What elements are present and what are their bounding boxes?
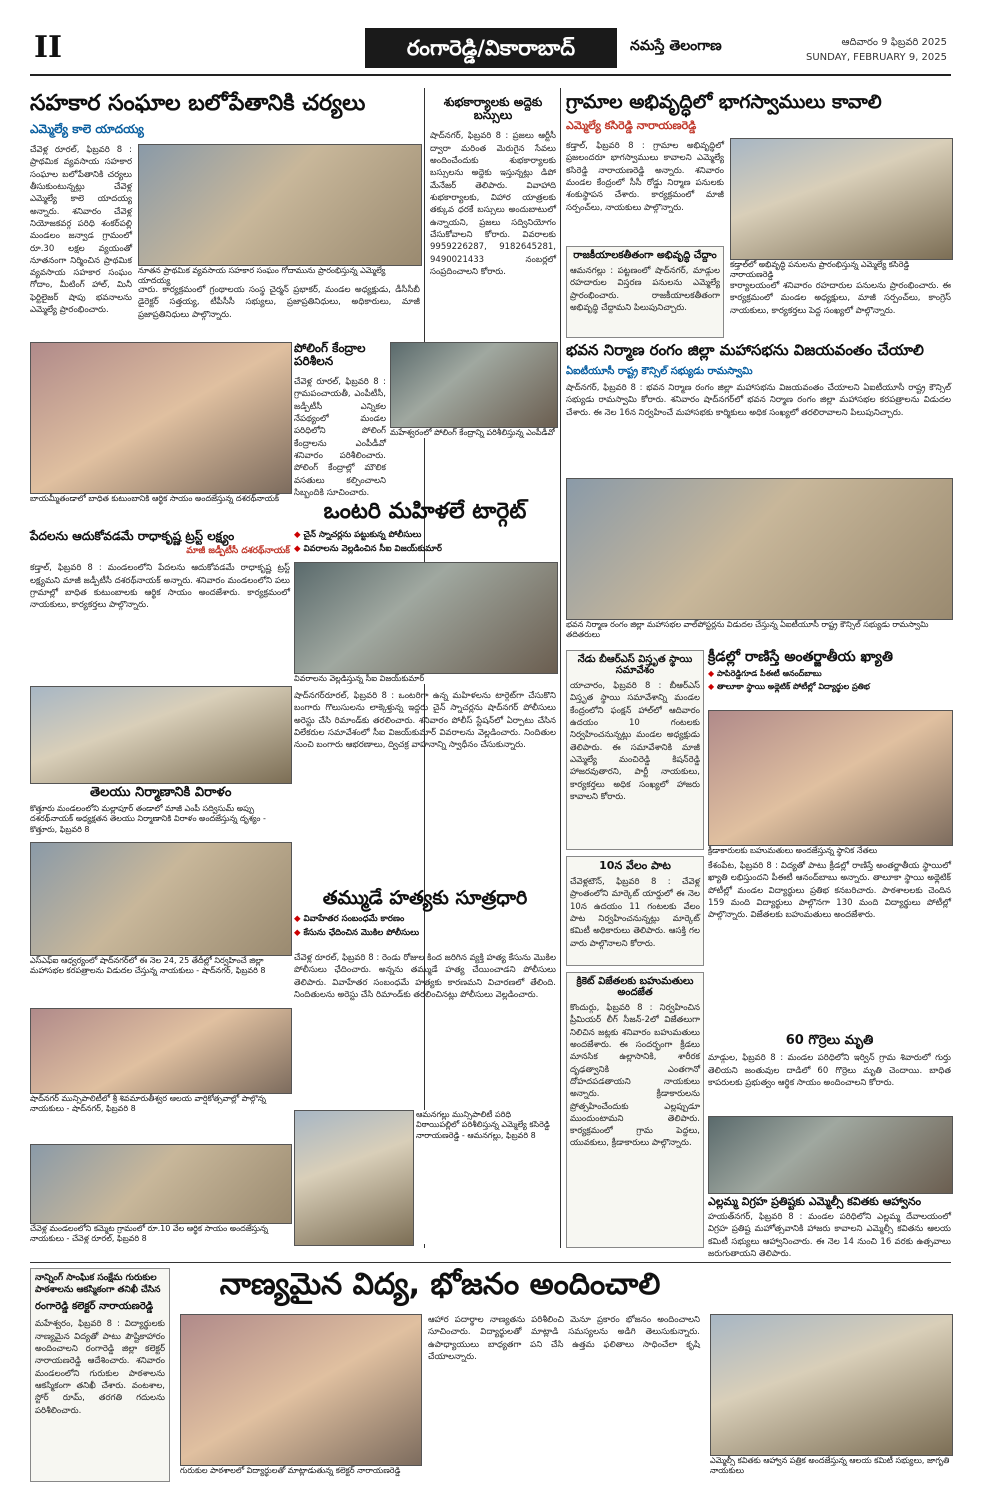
byline: ఎమ్మెల్యే కాలె యాదయ్య <box>30 122 144 137</box>
headline: 10న వేలం పాట <box>599 859 671 872</box>
subhead: ◆ పాపిరెడ్డిగూడ పీఈటీ ఆనంద్‌బాబు <box>708 669 951 680</box>
headline: ఒంటరి మహిళలే టార్గెట్ <box>323 499 527 524</box>
photo-poster-release <box>566 478 953 620</box>
photo-caption: ఎమ్మెల్సీ కవితకు ఆహ్వాన పత్రిక అందజేస్తున్న ఆలయ కమిటీ సభ్యులు, జాగృతి నాయకులు <box>710 1456 950 1476</box>
photo-caption: మహేశ్వరంలో పోలింగ్ కేంద్రాన్ని పరిశీలిస్తున్న ఎంపీడీవో <box>390 428 555 437</box>
kicker-box <box>30 1268 170 1482</box>
article-body: చేవెళ్లటౌన్, ఫిబ్రవరి 8 : చేవెళ్ల ప్రాంతంలోని మార్కెట్ యార్డులో ఈ నెల 10న ఉదయం 11 గంటలకు వేలం పాట నిర్వహించనున్నట్లు మార్కెట్ కమిటీ అధికారులు తెలిపారు. ఆసక్తి గల వారు పాల్గొనాలని కోరారు. <box>570 877 700 949</box>
subhead: ◆ చైన్ స్నాచర్లను పట్టుకున్న పోలీసులు <box>294 530 556 542</box>
headline: పేదలను ఆదుకోవడమే రాధాకృష్ణ ట్రస్ట్ లక్ష్యం <box>30 529 235 543</box>
byline: ఏఐటీయూసీ రాష్ట్ర కౌన్సిల్ సభ్యుడు రామస్వామి <box>566 365 753 377</box>
article-sheep-deaths <box>708 1034 951 1192</box>
article-chain-snatchers <box>294 500 556 880</box>
photo-caption: నూతన ప్రాథమిక వ్యవసాయ సహకార సంఘం గోదామును ప్రారంభిస్తున్న ఎమ్మెల్యే యాదయ్య <box>138 266 420 287</box>
headline: తమ్ముడే హత్యకు సూత్రధారి <box>322 887 528 909</box>
article-brs-meeting <box>566 650 704 850</box>
headline: 60 గొర్రెలు మృతి <box>785 1033 874 1048</box>
headline: గ్రామాల అభివృద్ధిలో భాగస్వాములు కావాలి <box>566 91 882 113</box>
article-body: మహేశ్వరం, ఫిబ్రవరి 8 : విద్యార్థులకు నాణ్యమైన విద్యతో పాటు పౌష్టికాహారం అందించాలని రంగారెడ్డి జిల్లా కలెక్టర్ నారాయణరెడ్డి ఆదేశించారు. శనివారం మండలంలోని గురుకుల పాఠశాలను ఆకస్మికంగా తనిఖీ చేశారు. వంటశాల, స్టోర్ రూమ్, తరగతి గదులను పరిశీలించారు. <box>35 1319 165 1416</box>
headline: భవన నిర్మాణ రంగం జిల్లా మహాసభను విజయవంతం చేయాలి <box>566 341 924 359</box>
photo-caption: షాద్‌నగర్ మున్సిపాలిటీలో శ్రీ శివమారుతీశ్వర ఆలయ వార్షికోత్సవాల్లో పాల్గొన్న నాయకులు - షాద్‌నగర్, ఫిబ్రవరి 8 <box>30 1094 290 1138</box>
photo-dead-sheep <box>708 1116 953 1194</box>
photo-kavitha-invitation <box>710 1314 953 1456</box>
article-body-continued: కార్యాలయంలో శనివారం రహదారుల పనులను ప్రారంభించారు. ఈ కార్యక్రమంలో మండల అధ్యక్షులు, మాజీ సర్పంచ్‌లు, కాంగ్రెస్ నాయకులు, కార్యకర్తలు పెద్ద సంఖ్యలో పాల్గొన్నారు. <box>730 281 951 316</box>
article-body-continued: ఆహార పదార్థాల నాణ్యతను పరిశీలించి మెనూ ప్రకారం భోజనం అందించాలని సూచించారు. విద్యార్థులతో మాట్లాడి సమస్యలను అడిగి తెలుసుకున్నారు. ఉపాధ్యాయులు బాధ్యతగా పని చేసి ఉత్తమ ఫలితాలు సాధించేలా కృషి చేయాలన్నారు. <box>428 1315 700 1362</box>
article-yellamma-idol <box>708 1196 951 1260</box>
headline: నాణ్యమైన విద్య, భోజనం అందించాలి <box>219 1267 661 1302</box>
byline: ఎమ్మెల్యే కసిరెడ్డి నారాయణరెడ్డి <box>566 118 697 132</box>
subhead: ◆ వివరాలను వెల్లడించిన సీఐ విజయ్‌కుమార్ <box>294 544 556 556</box>
photo-sfi-pamphlets <box>30 842 290 1002</box>
photo-caption: ఎస్‌ఎఫ్‌ఐ ఆధ్వర్యంలో షాద్‌నగర్‌లో ఈ నెల 24, 25 తేదీల్లో నిర్వహించే జిల్లా మహాసభల కరపత్రాలను విడుదల చేస్తున్న నాయకులు - షాద్‌నగర్, ఫిబ్రవరి 8 <box>30 956 290 1002</box>
article-rental-buses <box>430 96 556 336</box>
photo-caption: ఆమనగల్లు మున్సిపాలిటీ పరిధి విఠాయిపల్లిలో పరిశీలిస్తున్న ఎమ్మెల్యే కసిరెడ్డి నారాయణరెడ్డి - ఆమనగల్లు, ఫిబ్రవరి 8 <box>416 1110 556 1244</box>
article-construction-sector-meeting <box>566 342 951 642</box>
headline: క్రికెట్ విజేతలకు బహుమతులు అందజేత <box>576 976 694 998</box>
article-body: చేవెళ్ల రూరల్, ఫిబ్రవరి 8 : ప్రాథమిక వ్యవసాయ సహకార సంఘాల బలోపేతానికి చర్యలు తీసుకుంటున్నట్లు చేవెళ్ల ఎమ్మెల్యే కాలె యాదయ్య అన్నారు. శనివారం చేవెళ్ల నియోజకవర్గ పరిధి శంకర్‌పల్లి మండలం జన్వాడ గ్రామంలో రూ.30 లక్షల వ్యయంతో నూతనంగా నిర్మించిన ప్రాథమిక వ్యవసాయ సహకార సంఘం గోదాం, మీటింగ్ హాల్, మినీ ఫెర్టిలైజర్ షాపు భవనాలను ఎమ్మెల్యే ప్రారంభించారు. <box>30 145 132 316</box>
article-murder-case <box>294 888 556 1248</box>
photo-caption: చేవెళ్ల మండలంలోని కమ్మెట గ్రామంలో రూ.10 వేల ఆర్థిక సాయం అందజేస్తున్న నాయకులు - చేవెళ్ల రూరల్, ఫిబ్రవరి 8 <box>30 1224 290 1258</box>
article-polling-stations <box>294 341 556 498</box>
date-telugu: ఆదివారం 9 ఫిబ్రవరి 2025 <box>841 37 947 48</box>
photo-godown-inauguration <box>138 144 422 266</box>
article-body: షాద్‌నగర్, ఫిబ్రవరి 8 : భవన నిర్మాణ రంగం జిల్లా మహాసభను విజయవంతం చేయాలని ఏఐటీయూసీ రాష్ట్ర కౌన్సిల్ సభ్యుడు రామస్వామి కోరారు. శనివారం షాద్‌నగర్‌లో భవన నిర్మాణ రంగం జిల్లా మహాసభల కరపత్రాలను విడుదల చేశారు. ఈ నెల 16న నిర్వహించే మహాసభకు కార్మికులు అధిక సంఖ్యలో తరలిరావాలని పిలుపునిచ్చారు. <box>566 383 951 418</box>
article-body: కడ్తాల్, ఫిబ్రవరి 8 : మండలంలోని పేదలను ఆదుకోవడమే రాధాకృష్ణ ట్రస్ట్ లక్ష్యమని మాజీ జడ్పీటీసీ దశరథ్‌నాయక్ అన్నారు. శనివారం మండలంలోని పలు గ్రామాల్లో బాధిత కుటుంబాలకు ఆర్థిక సాయం అందజేశారు. కార్యక్రమంలో నాయకులు, కార్యకర్తలు పాల్గొన్నారు. <box>30 563 290 611</box>
date-english: SUNDAY, FEBRUARY 9, 2025 <box>805 52 947 63</box>
photo-caption: కొత్తూరు మండలంలోని మల్లాపూర్ తండాలో మాజీ ఎంపీ సద్విసుమ్ అప్పు దశరథ్‌నాయక్ అధ్యక్షతన తెలయు నిర్మాణానికి విరాళం అందజేస్తున్న దృశ్యం - కొత్తూరు, ఫిబ్రవరి 8 <box>30 804 290 836</box>
article-body: హయత్‌నగర్, ఫిబ్రవరి 8 : మండల పరిధిలోని ఎల్లమ్మ దేవాలయంలో విగ్రహ ప్రతిష్ట మహోత్సవానికి హాజరు కావాలని ఎమ్మెల్సీ కవితను ఆలయ కమిటీ సభ్యులు ఆహ్వానించారు. ఈ నెల 14 నుంచి 16 వరకు ఉత్సవాలు జరుగుతాయని తెలిపారు. <box>708 1212 951 1260</box>
article-body-continued: చారు. కార్యక్రమంలో గ్రంథాలయ సంస్థ చైర్మన్ ప్రభాకర్, మండల అధ్యక్షుడు, డీసీసీబీ డైరెక్టర్ సత్తయ్య, టీపీసీసీ సభ్యులు, ప్రజాప్రతినిధులు, అధికారులు, మాజీ ప్రజాప్రతినిధులు పాల్గొన్నారు. <box>138 285 420 320</box>
article-body: చేవెళ్ల రూరల్, ఫిబ్రవరి 8 : గ్రామపంచాయతీ, ఎంపీటీసీ, జడ్పీటీసీ ఎన్నికల నేపథ్యంలో మండల పరిధిలోని పోలింగ్ కేంద్రాలను ఎంపీడీవో శనివారం పరిశీలించారు. పోలింగ్ కేంద్రాల్లో మౌలిక వసతులు కల్పించాలని సిబ్బందికి సూచించారు. <box>294 377 386 498</box>
headline: శుభకార్యాలకు అద్దెకు బస్సులు <box>443 95 543 123</box>
article-body: కొందుర్గు, ఫిబ్రవరి 8 : నిర్వహించిన ప్రీమియర్ లీగ్ సీజన్-2లో విజేతలుగా నిలిచిన జట్లకు శనివారం బహుమతులు అందజేశారు. ఈ సందర్భంగా క్రీడలు మానసిక ఉల్లాసానికి, శారీరక దృఢత్వానికి ఎంతగానో దోహదపడతాయని నాయకులు అన్నారు. క్రీడాకారులను ప్రోత్సహించేందుకు ఎల్లప్పుడూ ముందుంటామని తెలిపారు. కార్యక్రమంలో గ్రామ పెద్దలు, యువకులు, క్రీడాకారులు పాల్గొన్నారు. <box>570 1003 700 1149</box>
photo-road-works <box>730 138 953 260</box>
headline: రాజకీయాలకతీతంగా అభివృద్ధి చేద్దాం <box>573 250 717 261</box>
photo-caption: బాయమ్మీతండాలో బాధిత కుటుంబానికి ఆర్థిక సాయం అందజేస్తున్న దశరథ్‌నాయక్ <box>30 494 290 504</box>
article-quality-education <box>30 1268 951 1482</box>
headline: తెలయు నిర్మాణానికి విరాళం <box>90 785 232 800</box>
subhead: ◆ వివాహేతర సంబంధమే కారణం <box>294 914 556 926</box>
article-cooperative-societies <box>30 92 422 338</box>
photo-caption: వివరాలను వెల్లడిస్తున్న సీఐ విజయ్‌కుమార్ <box>294 674 556 684</box>
headline: పోలింగ్ కేంద్రాల పరిశీలన <box>294 341 366 369</box>
article-cricket-prizes <box>566 972 704 1248</box>
photo-bayammi-thanda <box>30 342 290 522</box>
photo-temple-celebration <box>30 1008 290 1138</box>
photo-caption: కడ్తాల్‌లో అభివృద్ధి పనులను ప్రారంభిస్తున్న ఎమ్మెల్యే కసిరెడ్డి నారాయణరెడ్డి <box>730 260 951 281</box>
page-number: II <box>34 30 63 65</box>
headline: నేడు బీఆర్‌ఎస్ విస్తృత స్థాయి సమావేశం <box>577 654 693 676</box>
article-body: కడ్తాల్, ఫిబ్రవరి 8 : గ్రామాల అభివృద్ధిలో ప్రజలందరూ భాగస్వాములు కావాలని ఎమ్మెల్యే కసిరెడ్డి నారాయణరెడ్డి అన్నారు. శనివారం మండల కేంద్రంలో సీసీ రోడ్డు నిర్మాణ పనులకు శంకుస్థాపన చేశారు. కార్యక్రమంలో మాజీ సర్పంచ్‌లు, నాయకులు పాల్గొన్నారు. <box>566 141 724 213</box>
photo-caption: క్రీడాకారులకు బహుమతులు అందజేస్తున్న స్థానిక నేతలు <box>708 846 951 856</box>
photo-financial-aid <box>30 1144 290 1258</box>
byline: మాజీ జడ్పీటీసీ దశరథ్‌నాయక్ <box>186 546 290 557</box>
article-sports-fame <box>708 650 951 1030</box>
article-body: ఆమనగల్లు : పట్టణంలో షాద్‌నగర్, మాడ్గుల రహదారుల విస్తరణ పనులను ఎమ్మెల్యే ప్రారంభించారు. రాజకీయాలకతీతంగా అభివృద్ధి చేద్దామని పిలుపునిచ్చారు. <box>570 266 720 313</box>
byline: రంగారెడ్డి కలెక్టర్ నారాయణరెడ్డి <box>35 1301 154 1313</box>
headline: ఎల్లమ్మ విగ్రహ ప్రతిష్టకు ఎమ్మెల్సీ కవితకు ఆహ్వానం <box>708 1195 922 1208</box>
subhead: ◆ కేసును ఛేదించిన మొకిల పోలీసులు <box>294 928 556 940</box>
article-body: షాద్‌నగర్‌రూరల్, ఫిబ్రవరి 8 : ఒంటరిగా ఉన్న మహిళలను టార్గెట్‌గా చేసుకొని బంగారు గొలుసులను లాక్కెళ్తున్న ఇద్దరు చైన్ స్నాచర్లను షాద్‌నగర్ పోలీసులు అరెస్టు చేసి రిమాండ్‌కు తరలించారు. శనివారం పోలీస్ స్టేషన్‌లో ఏర్పాటు చేసిన విలేకరుల సమావేశంలో సీఐ విజయ్‌కుమార్ వివరాలను వెల్లడించారు. నిందితుల నుంచి బంగారు ఆభరణాలు, ద్విచక్ర వాహనాన్ని స్వాధీనం చేసుకున్నారు. <box>294 691 556 751</box>
headline: క్రీడల్లో రాణిస్తే అంతర్జాతీయ ఖ్యాతి <box>708 649 893 665</box>
article-body: చేవెళ్ల రూరల్, ఫిబ్రవరి 8 : రెండు రోజుల కింద జరిగిన వ్యక్తి హత్య కేసును మొకిల పోలీసులు ఛేదించారు. అన్నను తమ్ముడే హత్య చేయించాడని పోలీసులు తెలిపారు. వివాహేతర సంబంధమే హత్యకు కారణమని విచారణలో తేలింది. నిందితులను అరెస్టు చేసి రిమాండ్‌కు తరలించినట్లు పోలీసులు వెల్లడించారు. <box>294 953 556 1000</box>
paper-name: నమస్తే తెలంగాణ <box>630 38 722 54</box>
article-auction <box>566 856 704 966</box>
article-temple-donation <box>30 686 290 836</box>
article-body: యాచారం, ఫిబ్రవరి 8 : బీఆర్‌ఎస్ విస్తృత స్థాయి సమావేశాన్ని మండల కేంద్రంలోని ఫంక్షన్ హాల్‌లో ఆదివారం ఉదయం 10 గంటలకు నిర్వహించనున్నట్లు మండల అధ్యక్షుడు తెలిపారు. ఈ సమావేశానికి మాజీ ఎమ్మెల్యే మంచిరెడ్డి కిషన్‌రెడ్డి హాజరవుతారని, పార్టీ నాయకులు, కార్యకర్తలు అధిక సంఖ్యలో హాజరు కావాలని కోరారు. <box>570 681 700 802</box>
article-development-above-politics <box>566 246 724 338</box>
photo-caption: భవన నిర్మాణ రంగం జిల్లా మహాసభల వాల్‌పోస్టర్లను విడుదల చేస్తున్న ఏఐటీయూసీ రాష్ట్ర కౌన్సిల్ సభ్యుడు రామస్వామి తదితరులు <box>566 620 951 641</box>
photo-police-press-meet <box>294 562 558 674</box>
photo-athletics <box>708 710 953 846</box>
subhead: ◆ తాలూకా స్థాయి అథ్లెటిక్ పోటీల్లో విద్యార్థుల ప్రతిభ <box>708 682 951 693</box>
article-body: మాడ్గుల, ఫిబ్రవరి 8 : మండల పరిధిలోని ఇర్విన్ గ్రామ శివారులో గుర్తు తెలియని జంతువుల దాడిలో 60 గొర్రెలు మృతి చెందాయి. బాధిత కాపరులకు ప్రభుత్వం ఆర్థిక సాయం అందించాలని కోరారు. <box>708 1053 951 1088</box>
section-title: రంగారెడ్డి/వికారాబాద్ <box>365 28 617 68</box>
headline: సహకార సంఘాల బలోపేతానికి చర్యలు <box>30 91 366 116</box>
article-body: కేశంపేట, ఫిబ్రవరి 8 : విద్యతో పాటు క్రీడల్లో రాణిస్తే అంతర్జాతీయ స్థాయిలో ఖ్యాతి లభిస్తుందని పీఈటీ ఆనంద్‌బాబు అన్నారు. తాలూకా స్థాయి అథ్లెటిక్ పోటీల్లో మండల విద్యార్థులు ప్రతిభ కనబరిచారు. పాఠశాలలకు చెందిన 159 మంది విద్యార్థులు పాల్గొనగా 130 మంది విద్యార్థులు పోటీల్లో పాల్గొన్నారు. విజేతలకు బహుమతులు అందజేశారు. <box>708 861 951 921</box>
photo-polling-station <box>390 342 558 428</box>
article-radhakrishna-trust <box>30 530 290 680</box>
photo-caption: గురుకుల పాఠశాలలో విద్యార్థులతో మాట్లాడుతున్న కలెక్టర్ నారాయణరెడ్డి <box>180 1466 420 1476</box>
photo-collector-students <box>180 1314 422 1466</box>
kicker: నాన్నింగ్ సాంఘిక సంక్షేమ గురుకుల పాఠశాలను ఆకస్మికంగా తనిఖీ చేసిన <box>35 1273 161 1295</box>
masthead <box>30 24 951 76</box>
article-body: షాద్‌నగర్, ఫిబ్రవరి 8 : ప్రజలు ఆర్టీసీ ద్వారా మరింత మెరుగైన సేవలు అందించేందుకు శుభకార్యాలకు బస్సులను అద్దెకు ఇస్తున్నట్లు డిపో మేనేజర్ తెలిపారు. వివాహాది శుభకార్యాలకు, విహార యాత్రలకు తక్కువ ధరకే బస్సులు అందుబాటులో ఉన్నాయని, ప్రజలు సద్వినియోగం చేసుకోవాలని కోరారు. వివరాలకు 9959226287, 9182645281, 9490021433 నంబర్లలో సంప్రదించాలని కోరారు. <box>430 131 556 277</box>
photo-amanagallu <box>294 1110 414 1246</box>
